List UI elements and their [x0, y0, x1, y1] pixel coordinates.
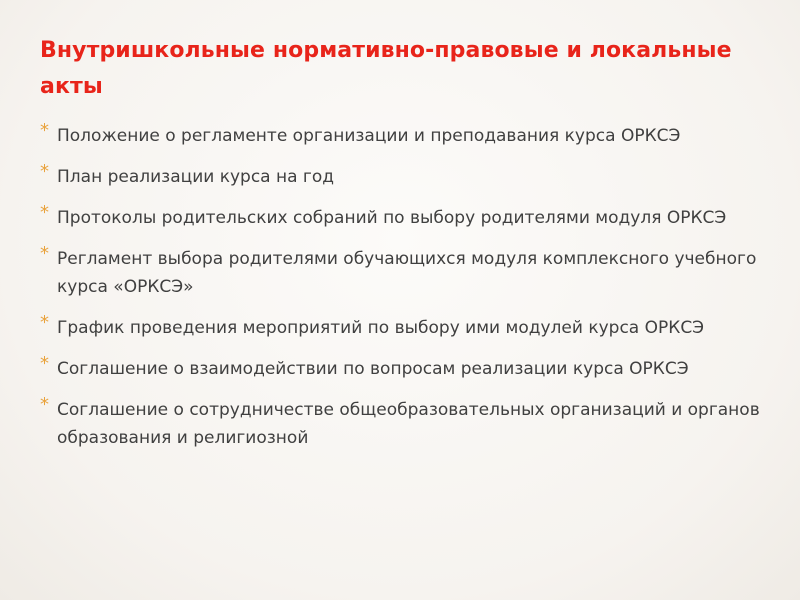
- bullet-text: График проведения мероприятий по выбору ими модулей курса ОРКСЭ: [57, 318, 705, 338]
- bullet-item: [40, 163, 780, 191]
- slide-title: Внутришкольные нормативно-правовые и локальные акты: [40, 38, 732, 99]
- asterisk-icon: *: [40, 394, 49, 415]
- asterisk-icon: *: [40, 353, 49, 374]
- bullet-item: [40, 355, 780, 383]
- bullet-list: [40, 122, 780, 465]
- asterisk-icon: *: [40, 312, 49, 333]
- bullet-item: [40, 122, 780, 150]
- asterisk-icon: *: [40, 202, 49, 223]
- asterisk-icon: *: [40, 120, 49, 141]
- bullet-text: Соглашение о сотрудничестве общеобразовательных организаций и органов образования и религиозной: [57, 400, 760, 448]
- bullet-item: [40, 245, 780, 301]
- bullet-text: Протоколы родительских собраний по выбору родителями модуля ОРКСЭ: [57, 208, 727, 228]
- bullet-text: Соглашение о взаимодействии по вопросам реализации курса ОРКСЭ: [57, 359, 689, 379]
- asterisk-icon: *: [40, 161, 49, 182]
- bullet-text: Регламент выбора родителями обучающихся модуля комплексного учебного курса «ОРКСЭ»: [57, 249, 757, 297]
- bullet-item: [40, 396, 780, 452]
- bullet-item: [40, 204, 780, 232]
- bullet-item: [40, 314, 780, 342]
- asterisk-icon: *: [40, 243, 49, 264]
- bullet-text: Положение о регламенте организации и преподавания курса ОРКСЭ: [57, 126, 681, 146]
- bullet-text: План реализации курса на год: [57, 167, 335, 187]
